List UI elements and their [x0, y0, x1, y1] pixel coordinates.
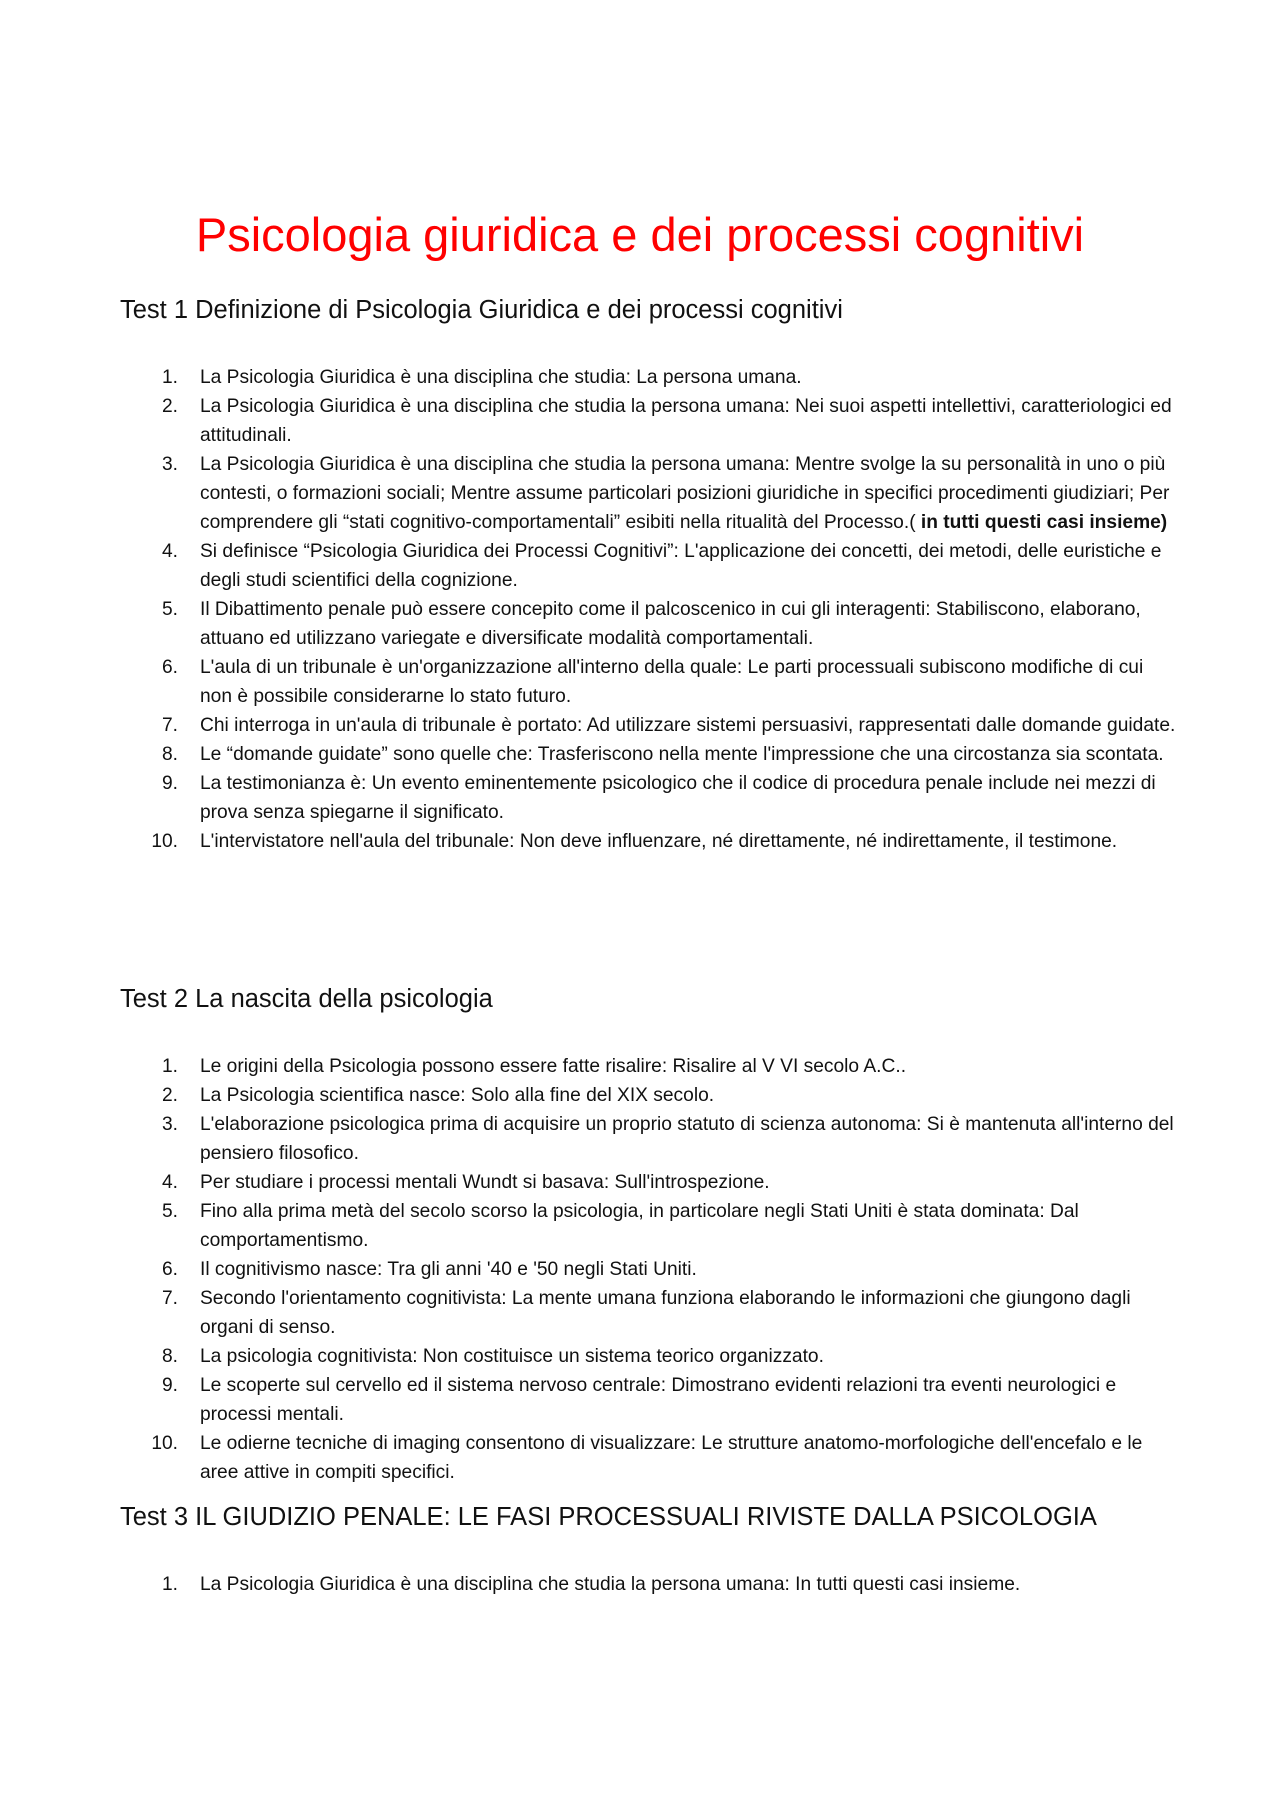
item-text: La Psicologia Giuridica è una disciplina che studia la persona umana: Nei suoi aspetti intellettivi, caratteriologici ed attitudinali.	[200, 396, 1172, 446]
item-text: La Psicologia scientifica nasce: Solo alla fine del XIX secolo.	[200, 1085, 715, 1106]
list-item	[120, 740, 1180, 769]
list-item	[120, 537, 1180, 595]
item-text: Le origini della Psicologia possono essere fatte risalire: Risalire al V VI secolo A.C..	[200, 1056, 907, 1077]
section-test-1	[120, 293, 1180, 856]
list-item	[120, 1284, 1180, 1342]
item-number: 2.	[161, 1085, 178, 1106]
item-text: Il Dibattimento penale può essere concepito come il palcoscenico in cui gli interagenti: Stabiliscono, elaborano, attuano ed utilizzano variegate e diversificate modalità comportamentali.	[200, 599, 1141, 649]
list-item	[120, 1371, 1180, 1429]
section-heading: Test 2 La nascita della psicologia	[120, 985, 493, 1013]
list-item	[120, 1052, 1180, 1081]
item-text: Il cognitivismo nasce: Tra gli anni '40 e '50 negli Stati Uniti.	[200, 1259, 697, 1280]
document-title: Psicologia giuridica e dei processi cognitivi	[195, 208, 1085, 261]
question-list	[120, 363, 1180, 856]
list-item	[120, 1255, 1180, 1284]
question-list	[120, 1052, 1180, 1487]
item-text: La Psicologia Giuridica è una disciplina che studia la persona umana: In tutti questi casi insieme.	[200, 1574, 1021, 1595]
question-list	[120, 1570, 1180, 1599]
item-number: 8.	[161, 1346, 178, 1367]
section-heading: Test 1 Definizione di Psicologia Giuridica e dei processi cognitivi	[120, 296, 843, 324]
item-number: 3.	[161, 454, 178, 475]
item-number: 5.	[161, 1201, 178, 1222]
item-bold-answer: in tutti questi casi insieme)	[915, 512, 1168, 533]
item-number: 3.	[161, 1114, 178, 1135]
item-text: L'elaborazione psicologica prima di acquisire un proprio statuto di scienza autonoma: Si è mantenuta all'interno del pensiero filosofico.	[200, 1114, 1174, 1164]
section-test-3	[120, 1500, 1180, 1599]
item-text: L'intervistatore nell'aula del tribunale: Non deve influenzare, né direttamente, né indirettamente, il testimone.	[200, 831, 1118, 852]
list-item	[120, 1429, 1180, 1487]
item-text: Per studiare i processi mentali Wundt si basava: Sull'introspezione.	[200, 1172, 770, 1193]
section-heading: Test 3 IL GIUDIZIO PENALE: LE FASI PROCESSUALI RIVISTE DALLA PSICOLOGIA	[120, 1503, 1097, 1531]
item-number: 9.	[161, 1375, 178, 1396]
item-text: Le “domande guidate” sono quelle che: Trasferiscono nella mente l'impressione che una circostanza sia scontata.	[200, 744, 1164, 765]
list-item	[120, 711, 1180, 740]
item-number: 10.	[151, 831, 178, 852]
list-item	[120, 827, 1180, 856]
item-number: 4.	[161, 1172, 178, 1193]
item-text: La Psicologia Giuridica è una disciplina che studia la persona umana: Mentre svolge la su personalità in uno o più contesti, o formazioni sociali; Mentre assume particolari posizioni giuridiche in specifici procedimenti giudiziari; Per comprendere gli “stati cognitivo-comportamentali” esibiti nella ritualità del Processo.(	[200, 454, 1170, 533]
item-text: Si definisce “Psicologia Giuridica dei Processi Cognitivi”: L'applicazione dei concetti, dei metodi, delle euristiche e degli studi scientifici della cognizione.	[200, 541, 1162, 591]
item-text: L'aula di un tribunale è un'organizzazione all'interno della quale: Le parti processuali subiscono modifiche di cui non è possibile considerarne lo stato futuro.	[200, 657, 1144, 707]
list-item	[120, 392, 1180, 450]
item-number: 5.	[161, 599, 178, 620]
item-number: 1.	[161, 1574, 178, 1595]
item-number: 4.	[161, 541, 178, 562]
list-item	[120, 1110, 1180, 1168]
list-item	[120, 653, 1180, 711]
list-item	[120, 1197, 1180, 1255]
list-item	[120, 1168, 1180, 1197]
list-item	[120, 363, 1180, 392]
list-item	[120, 1081, 1180, 1110]
item-number: 1.	[161, 367, 178, 388]
list-item	[120, 595, 1180, 653]
item-text: Secondo l'orientamento cognitivista: La mente umana funziona elaborando le informazioni che giungono dagli organi di senso.	[200, 1288, 1131, 1338]
item-text: Chi interroga in un'aula di tribunale è portato: Ad utilizzare sistemi persuasivi, rappresentati dalle domande guidate.	[200, 715, 1176, 736]
item-number: 6.	[161, 1259, 178, 1280]
item-number: 7.	[161, 1288, 178, 1309]
item-text: La psicologia cognitivista: Non costituisce un sistema teorico organizzato.	[200, 1346, 824, 1367]
list-item	[120, 1342, 1180, 1371]
item-text: Le scoperte sul cervello ed il sistema nervoso centrale: Dimostrano evidenti relazioni tra eventi neurologici e processi mentali.	[200, 1375, 1117, 1425]
item-number: 2.	[161, 396, 178, 417]
section-test-2	[120, 982, 1180, 1487]
item-number: 7.	[161, 715, 178, 736]
item-text: Fino alla prima metà del secolo scorso la psicologia, in particolare negli Stati Uniti è stata dominata: Dal comportamentismo.	[200, 1201, 1079, 1251]
item-text: La testimonianza è: Un evento eminentemente psicologico che il codice di procedura penale include nei mezzi di prova senza spiegarne il significato.	[200, 773, 1156, 823]
item-number: 10.	[151, 1433, 178, 1454]
list-item	[120, 1570, 1180, 1599]
item-number: 1.	[161, 1056, 178, 1077]
item-text: Le odierne tecniche di imaging consentono di visualizzare: Le strutture anatomo-morfologiche dell'encefalo e le aree attive in compiti specifici.	[200, 1433, 1143, 1483]
item-number: 9.	[161, 773, 178, 794]
list-item	[120, 769, 1180, 827]
item-text: La Psicologia Giuridica è una disciplina che studia: La persona umana.	[200, 367, 802, 388]
item-number: 6.	[161, 657, 178, 678]
list-item	[120, 450, 1180, 537]
item-number: 8.	[161, 744, 178, 765]
